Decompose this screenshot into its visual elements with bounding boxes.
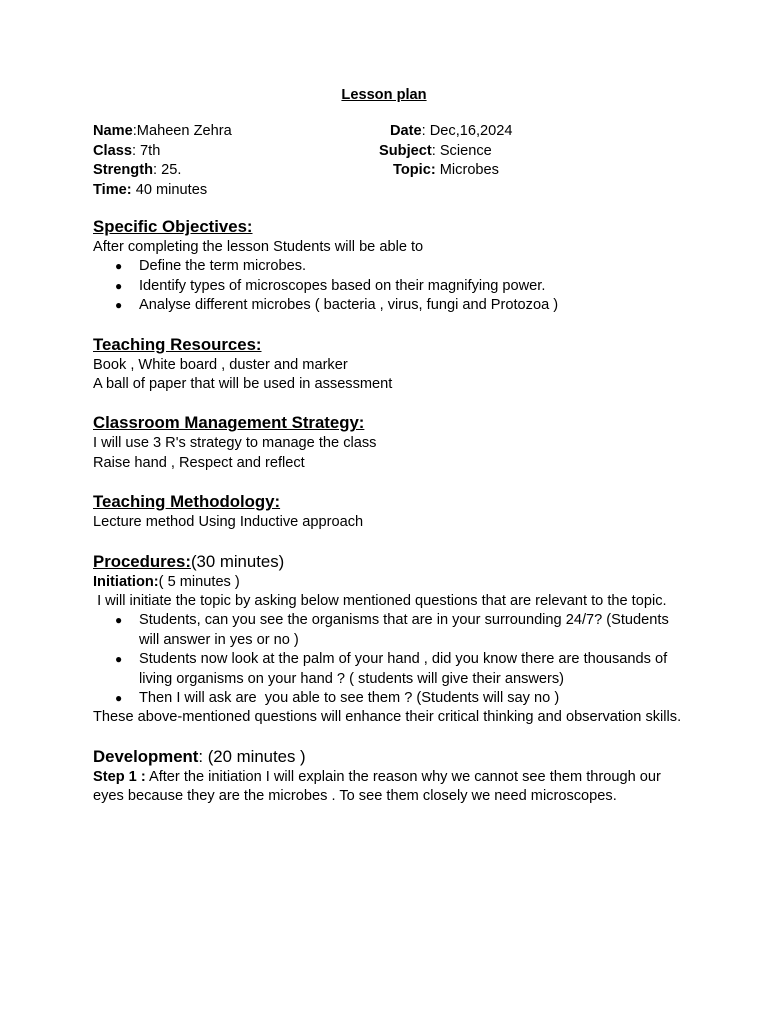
initiation-text: I will initiate the topic by asking below mentioned questions that are relevant to the topic.: [93, 593, 667, 610]
time-label: Time:: [93, 181, 132, 198]
list-item: ● Define the term microbes.: [139, 257, 693, 276]
objectives-section: [93, 216, 693, 316]
step1-text: After the initiation I will explain the reason why we cannot see them through our eyes because they are the microbes . To see them closely we need microscopes.: [93, 768, 661, 805]
topic-label: Topic:: [393, 162, 436, 179]
resources-section: [93, 334, 693, 395]
development-section: [93, 746, 693, 807]
meta-row-class-subject: [93, 142, 693, 161]
list-item: ● Students, can you see the organisms that are in your surrounding 24/7? (Students will answer in yes or no ): [139, 611, 693, 650]
procedures-closing: These above-mentioned questions will enhance their critical thinking and observation skills.: [93, 709, 682, 726]
subject-value: : Science: [431, 142, 492, 159]
list-item: ● Then I will ask are you able to see them ? (Students will say no ): [139, 689, 693, 708]
topic-value: Microbes: [435, 162, 499, 179]
meta-row-strength-topic: [93, 161, 693, 180]
initiation-heading-row: [93, 573, 693, 592]
methodology-section: [93, 491, 693, 532]
strength-value: : 25.: [153, 162, 182, 179]
lesson-plan-document: [93, 86, 693, 807]
management-heading: Classroom Management Strategy:: [93, 413, 365, 433]
objectives-intro: After completing the lesson Students will be able to: [93, 238, 424, 255]
methodology-line: Lecture method Using Inductive approach: [93, 514, 364, 531]
development-heading: Development: [93, 746, 199, 766]
meta-row-name-date: [93, 122, 693, 141]
step1-paragraph: [93, 768, 693, 807]
meta-row-time: [93, 181, 693, 200]
meta-block: [93, 122, 693, 200]
document-title: Lesson plan: [341, 87, 427, 103]
name-value: :Maheen Zehra: [132, 123, 232, 140]
resources-heading: Teaching Resources:: [93, 334, 262, 354]
methodology-heading: Teaching Methodology:: [93, 492, 281, 512]
management-line: Raise hand , Respect and reflect: [93, 454, 305, 471]
class-value: : 7th: [131, 142, 161, 159]
initiation-duration: ( 5 minutes ): [158, 573, 240, 590]
management-section: [93, 412, 693, 473]
development-duration: : (20 minutes ): [198, 746, 306, 766]
step1-label: Step 1 :: [93, 768, 146, 785]
subject-label: Subject: [379, 142, 432, 159]
list-item: ● Analyse different microbes ( bacteria , virus, fungi and Protozoa ): [139, 296, 693, 315]
objectives-list: [93, 257, 693, 315]
objectives-heading: Specific Objectives:: [93, 216, 253, 236]
management-line: I will use 3 R's strategy to manage the class: [93, 435, 377, 452]
time-value: 40 minutes: [131, 181, 208, 198]
procedures-section: [93, 551, 693, 728]
initiation-label: Initiation:: [93, 573, 159, 590]
procedures-duration: (30 minutes): [190, 551, 285, 571]
resources-line: Book , White board , duster and marker: [93, 356, 348, 373]
list-item: ● Identify types of microscopes based on their magnifying power.: [139, 277, 693, 296]
procedures-heading-row: [93, 551, 693, 573]
class-label: Class: [93, 142, 132, 159]
list-item: ● Students now look at the palm of your hand , did you know there are thousands of living organisms on your hand ? ( students will give their answers): [139, 650, 693, 689]
resources-line: A ball of paper that will be used in assessment: [93, 376, 393, 392]
date-value: : Dec,16,2024: [421, 123, 513, 140]
initiation-questions-list: [93, 611, 693, 708]
development-heading-row: [93, 746, 693, 768]
name-label: Name: [93, 123, 133, 140]
procedures-heading: Procedures:: [93, 551, 191, 571]
date-label: Date: [390, 123, 422, 140]
strength-label: Strength: [93, 162, 153, 179]
